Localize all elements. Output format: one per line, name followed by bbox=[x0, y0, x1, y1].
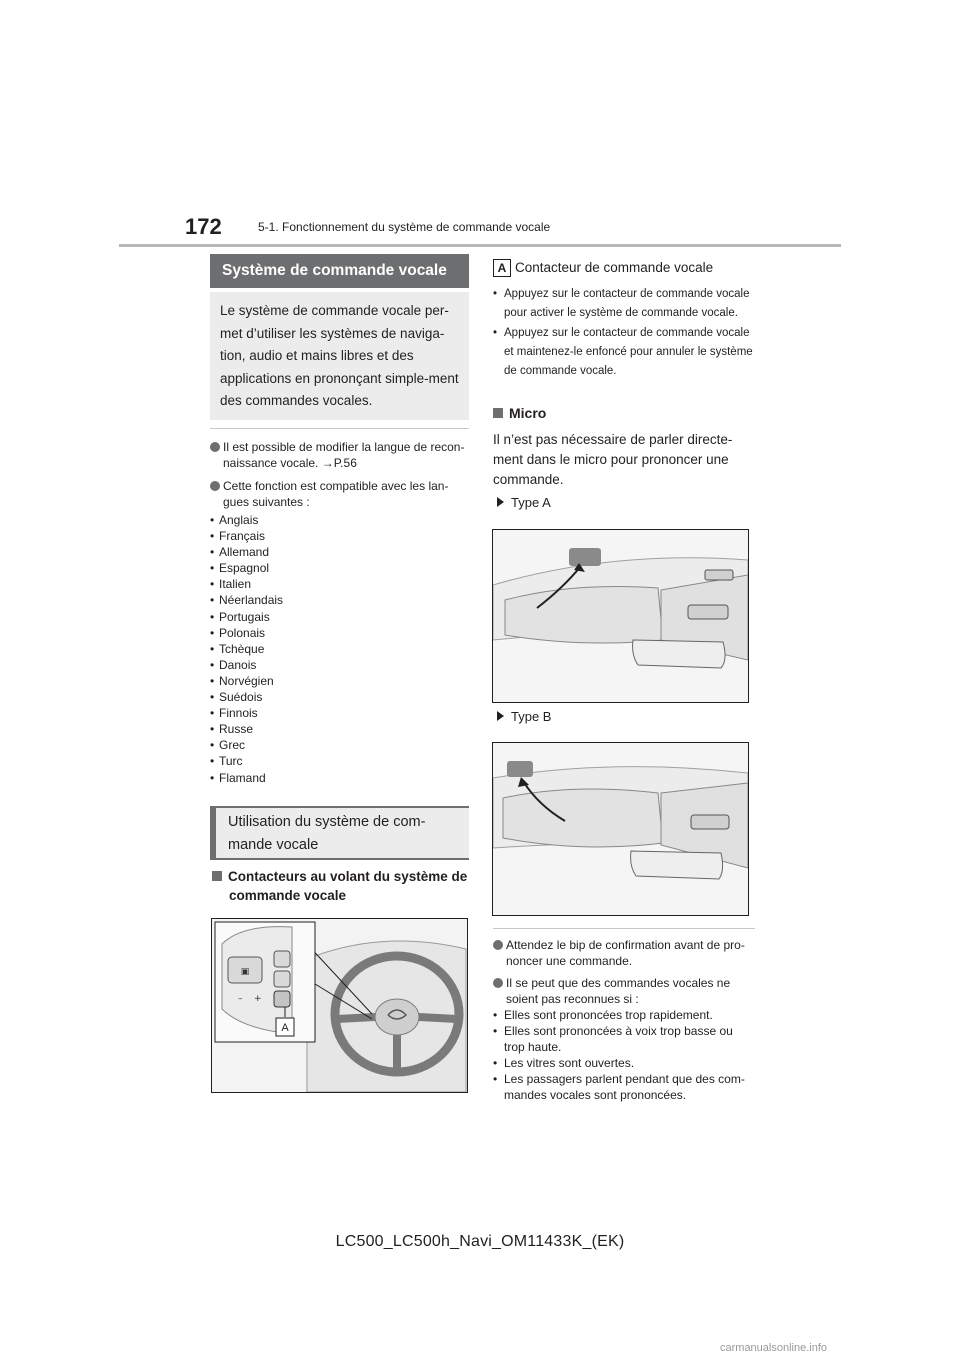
language-item: • Néerlandais bbox=[210, 592, 469, 608]
note-text: Cette fonction est compatible avec les lan-gues suivantes : bbox=[223, 479, 449, 509]
switch-title: Contacteur de commande vocale bbox=[515, 260, 714, 275]
note-language bbox=[210, 439, 469, 471]
header-rule bbox=[119, 244, 841, 247]
micro-body: Il n’est pas nécessaire de parler directe-ment dans le micro pour prononcer une commande. bbox=[493, 432, 733, 487]
divider bbox=[210, 428, 469, 429]
language-item: • Suédois bbox=[210, 689, 469, 705]
language-item: • Turc bbox=[210, 753, 469, 769]
micro-heading bbox=[493, 404, 546, 423]
language-item: • Espagnol bbox=[210, 560, 469, 576]
note-text: Il est possible de modifier la langue de recon-naissance vocale. →P.56 bbox=[223, 440, 465, 470]
section-title: 5-1. Fonctionnement du système de commande vocale bbox=[258, 220, 551, 234]
footer-code: LC500_LC500h_Navi_OM11433K_(EK) bbox=[335, 1233, 625, 1250]
micro-type-a-figure bbox=[492, 529, 749, 703]
note-text: Attendez le bip de confirmation avant de pro-noncer une commande. bbox=[506, 938, 745, 968]
note-text: Il se peut que des commandes vocales ne soient pas reconnues si : bbox=[506, 976, 731, 1006]
language-item: • Finnois bbox=[210, 705, 469, 721]
square-bullet-icon bbox=[493, 408, 503, 418]
bullet-dot-icon bbox=[210, 442, 220, 452]
bullet-dot-icon bbox=[210, 481, 220, 491]
not-recognized-list bbox=[493, 1007, 755, 1104]
language-list bbox=[210, 512, 469, 786]
divider bbox=[493, 928, 755, 929]
box-rule-bottom bbox=[210, 858, 469, 860]
language-item: • Italien bbox=[210, 576, 469, 592]
svg-text:+: + bbox=[254, 994, 262, 1004]
type-b-text: Type B bbox=[511, 709, 552, 724]
language-item: • Français bbox=[210, 528, 469, 544]
triangle-bullet-icon bbox=[497, 711, 504, 721]
language-item: • Polonais bbox=[210, 625, 469, 641]
switches-heading-text: Contacteurs au volant du système de commande vocale bbox=[228, 869, 468, 903]
overhead-console-illustration bbox=[493, 743, 748, 915]
bullet-dot-icon bbox=[493, 940, 503, 950]
language-item: • Tchèque bbox=[210, 641, 469, 657]
switches-heading bbox=[212, 867, 487, 905]
svg-text:▣: ▣ bbox=[240, 967, 250, 977]
micro-heading-text: Micro bbox=[509, 405, 547, 421]
type-a-text: Type A bbox=[511, 495, 551, 510]
box-intro-text: Le système de commande vocale per-met d’utiliser les systèmes de naviga-tion, audio et mains libres et des applications en prononçant simple-ment des commandes vocales. bbox=[210, 292, 469, 420]
switch-bullet-item: • Appuyez sur le contacteur de commande vocale et maintenez-le enfoncé pour annuler le système de commande vocale. bbox=[493, 324, 755, 382]
language-item: • Grec bbox=[210, 737, 469, 753]
reason-item: • Elles sont prononcées à voix trop basse ou trop haute. bbox=[493, 1023, 755, 1055]
language-item: • Russe bbox=[210, 721, 469, 737]
language-item: • Allemand bbox=[210, 544, 469, 560]
overhead-console-illustration bbox=[493, 530, 748, 702]
callout-badge: A bbox=[493, 259, 511, 277]
reason-item: • Les passagers parlent pendant que des com-mandes vocales sont prononcées. bbox=[493, 1071, 755, 1103]
steering-wheel-figure bbox=[211, 918, 468, 1093]
language-item: • Danois bbox=[210, 657, 469, 673]
square-bullet-icon bbox=[212, 871, 222, 881]
bullet-dot-icon bbox=[493, 978, 503, 988]
type-a-label bbox=[497, 495, 551, 510]
triangle-bullet-icon bbox=[497, 497, 504, 507]
watermark: carmanualsonline.info bbox=[720, 1342, 828, 1354]
switch-bullet-item: • Appuyez sur le contacteur de commande vocale pour activer le système de commande vocale. bbox=[493, 285, 755, 324]
box-title: Système de commande vocale bbox=[210, 254, 469, 288]
language-item: • Flamand bbox=[210, 770, 469, 786]
note-not-recognized bbox=[493, 975, 755, 1104]
page-number: 172 bbox=[185, 214, 222, 239]
note-languages bbox=[210, 478, 469, 786]
switch-bullets bbox=[493, 285, 755, 381]
language-item: • Anglais bbox=[210, 512, 469, 528]
reason-item: • Les vitres sont ouvertes. bbox=[493, 1055, 755, 1071]
steering-wheel-illustration bbox=[212, 919, 467, 1092]
note-confirm-beep bbox=[493, 937, 755, 969]
svg-text:–: – bbox=[238, 994, 243, 1004]
callout-a-label: A bbox=[281, 1022, 289, 1034]
box-usage-title: Utilisation du système de com-mande vocale bbox=[210, 808, 469, 858]
micro-type-b-figure bbox=[492, 742, 749, 916]
reason-item: • Elles sont prononcées trop rapidement. bbox=[493, 1007, 755, 1023]
type-b-label bbox=[497, 709, 551, 724]
language-item: • Portugais bbox=[210, 609, 469, 625]
language-item: • Norvégien bbox=[210, 673, 469, 689]
